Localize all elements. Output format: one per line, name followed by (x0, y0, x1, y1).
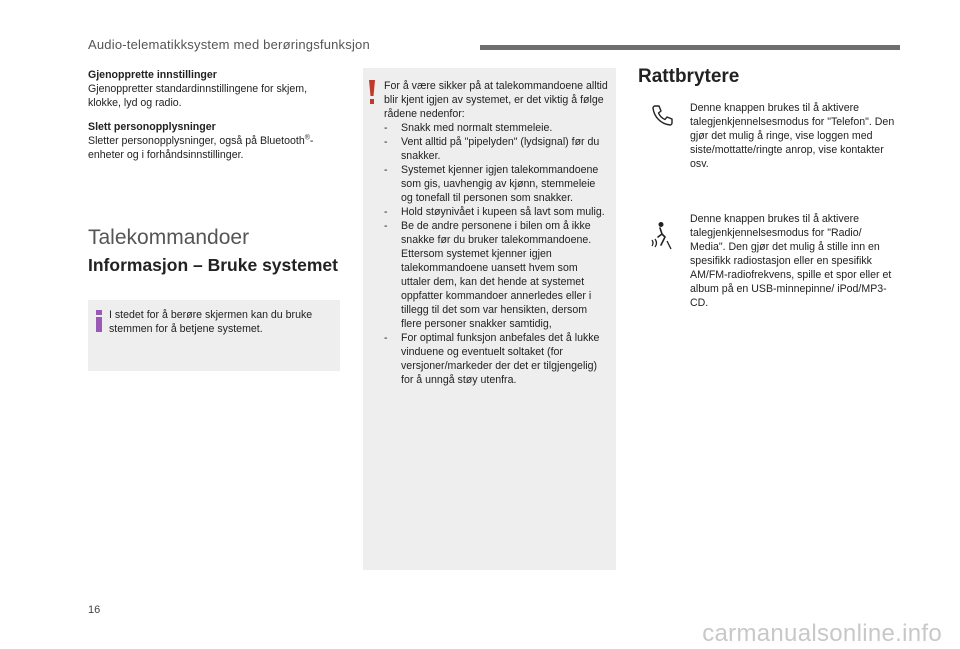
phone-icon (651, 103, 675, 127)
delete-text-after: -enheter og i forhåndsinnstillinger. (88, 135, 314, 161)
delete-personal-data-block (88, 120, 340, 162)
warning-item: - Hold støynivået i kupeen så lavt som mulig. (384, 205, 608, 219)
warning-list (384, 121, 608, 387)
steering-switches-title: Rattbrytere (638, 66, 740, 87)
reset-settings-block (88, 68, 340, 110)
registered-mark: ® (304, 134, 310, 142)
header-title: Audio-telematikksystem med berøringsfunksjon (88, 37, 370, 52)
delete-text-before: Sletter personopplysninger, også på Bluetooth (88, 135, 305, 147)
warning-item: - For optimal funksjon anbefales det å lukke vinduene og eventuelt soltaket (for versjoner/markeder der det er tilgjengelig) for å unngå støy utenfra. (384, 331, 608, 387)
info-box (88, 300, 340, 371)
watermark: carmanualsonline.info (702, 620, 942, 647)
header-bar (480, 45, 900, 50)
info-icon (93, 310, 105, 332)
warning-item: - Vent alltid på "pipelyden" (lydsignal) før du snakker. (384, 135, 608, 163)
warning-intro: For å være sikker på at talekommandoene alltid blir kjent igjen av systemet, er det viktig å følge rådene nedenfor: (384, 80, 608, 120)
delete-personal-data-title: Slett personopplysninger (88, 121, 216, 133)
info-text: I stedet for å berøre skjermen kan du bruke stemmen for å betjene systemet. (109, 309, 313, 335)
section-title: Talekommandoer (88, 226, 250, 249)
page-number: 16 (88, 604, 101, 616)
warning-icon (368, 80, 376, 104)
warning-item: - Snakk med normalt stemmeleie. (384, 121, 608, 135)
warning-item: - Systemet kjenner igjen talekommandoene som gis, uavhengig av kjønn, stemmeleie og tonefall til personen som snakker. (384, 163, 608, 205)
phone-button-description: Denne knappen brukes til å aktivere talegjenkjennelsesmodus for "Telefon". Den gjør det mulig å ringe, vise loggen med siste/mottatte/ringte anrop, vise kontakter osv. (690, 102, 895, 170)
warning-content (384, 79, 608, 387)
settings-column (88, 68, 340, 172)
voice-button-description: Denne knappen brukes til å aktivere talegjenkjennelsesmodus for "Radio/ Media". Den gjør det mulig å stille inn en spesifikk radiostasjon eller en spesifikk AM/FM-radiofrekvens, spille et spor eller et album på en USB-minnepinne/ iPod/MP3-CD. (690, 213, 892, 309)
voice-command-icon (649, 221, 675, 251)
section-subtitle: Informasjon – Bruke systemet (88, 255, 338, 275)
delete-personal-data-text (88, 134, 340, 162)
reset-settings-title: Gjenopprette innstillinger (88, 69, 217, 81)
reset-settings-text: Gjenoppretter standardinnstillingene for skjem, klokke, lyd og radio. (88, 83, 308, 109)
warning-box (363, 68, 616, 570)
warning-item: - Be de andre personene i bilen om å ikke snakke før du bruker talekommandoene. Ettersom systemet kjenner igjen talekommandoene uansett hvem som uttaler dem, kan det hende at systemet oppfatter kommandoer annerledes eller i tillegg til det som var hensikten, dersom flere personer snakker samtidig, (384, 219, 608, 331)
